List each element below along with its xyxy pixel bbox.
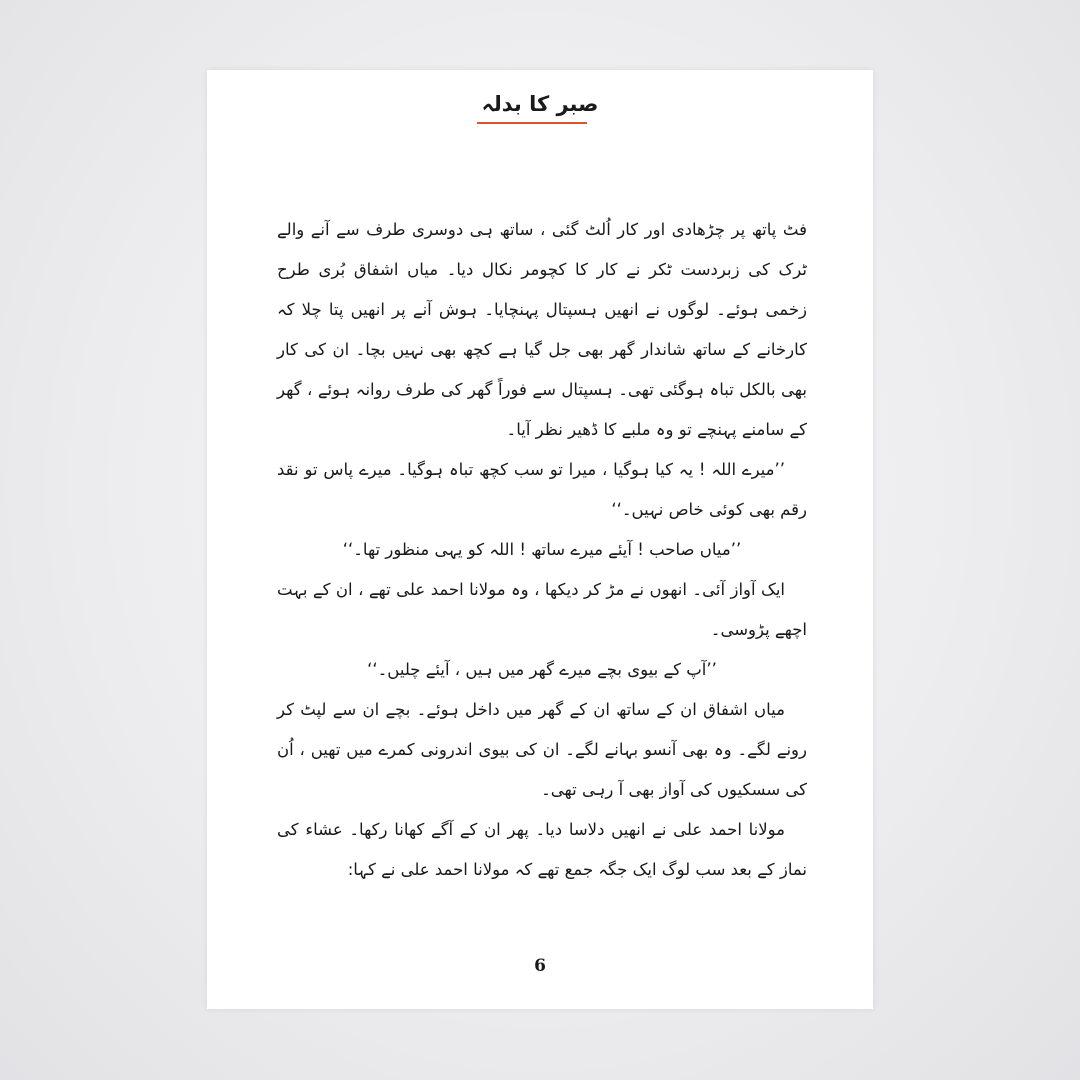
title-underline xyxy=(477,122,587,124)
book-title: صبر کا بدلہ xyxy=(481,92,599,116)
paragraph-dinner: مولانا احمد علی نے انھیں دلاسا دیا۔ پھر ان کے آگے کھانا رکھا۔ عشاء کی نماز کے بعد سب لوگ ایک جگہ جمع تھے کہ مولانا احمد علی نے کہا: xyxy=(277,820,807,879)
body-text xyxy=(277,210,807,890)
page-number: 6 xyxy=(534,956,546,976)
paragraph-lament-quote: ’’میرے اللہ ! یہ کیا ہوگیا ، میرا تو سب کچھ تباہ ہوگیا۔ میرے پاس تو نقد رقم بھی کوئی خاص نہیں۔‘‘ xyxy=(277,460,807,519)
paragraph-reunion: میاں اشفاق ان کے ساتھ ان کے گھر میں داخل ہوئے۔ بچے ان سے لپٹ کر رونے لگے۔ وہ بھی آنسو بہانے لگے۔ ان کی بیوی اندرونی کمرے میں تھیں ، اُن کی سسکیوں کی آواز بھی آ رہی تھی۔ xyxy=(277,700,807,799)
book-page xyxy=(207,70,873,1009)
paragraph-neighbor: ایک آواز آئی۔ انھوں نے مڑ کر دیکھا ، وہ مولانا احمد علی تھے ، ان کے بہت اچھے پڑوسی۔ xyxy=(277,580,807,639)
paragraph-invitation-quote: ’’میاں صاحب ! آیئے میرے ساتھ ! اللہ کو یہی منظور تھا۔‘‘ xyxy=(342,540,742,559)
paragraph-accident: فٹ پاتھ پر چڑھادی اور کار اُلٹ گئی ، ساتھ ہی دوسری طرف سے آنے والے ٹرک کی زبردست ٹکر نے کار کا کچومر نکال دیا۔ میاں اشفاق بُری طرح زخمی ہوئے۔ لوگوں نے انھیں ہسپتال پہنچایا۔ ہوش آنے پر انھیں پتا چلا کہ کارخانے کے ساتھ شاندار گھر بھی جل گیا ہے کچھ بھی نہیں بچا۔ ان کی کار بھی بالکل تباہ ہوگئی تھی۔ ہسپتال سے فوراً گھر کی طرف روانہ ہوئے ، گھر کے سامنے پہنچے تو وہ ملبے کا ڈھیر نظر آیا۔ xyxy=(277,220,807,439)
paragraph-family-quote: ’’آپ کے بیوی بچے میرے گھر میں ہیں ، آیئے چلیں۔‘‘ xyxy=(367,660,717,679)
